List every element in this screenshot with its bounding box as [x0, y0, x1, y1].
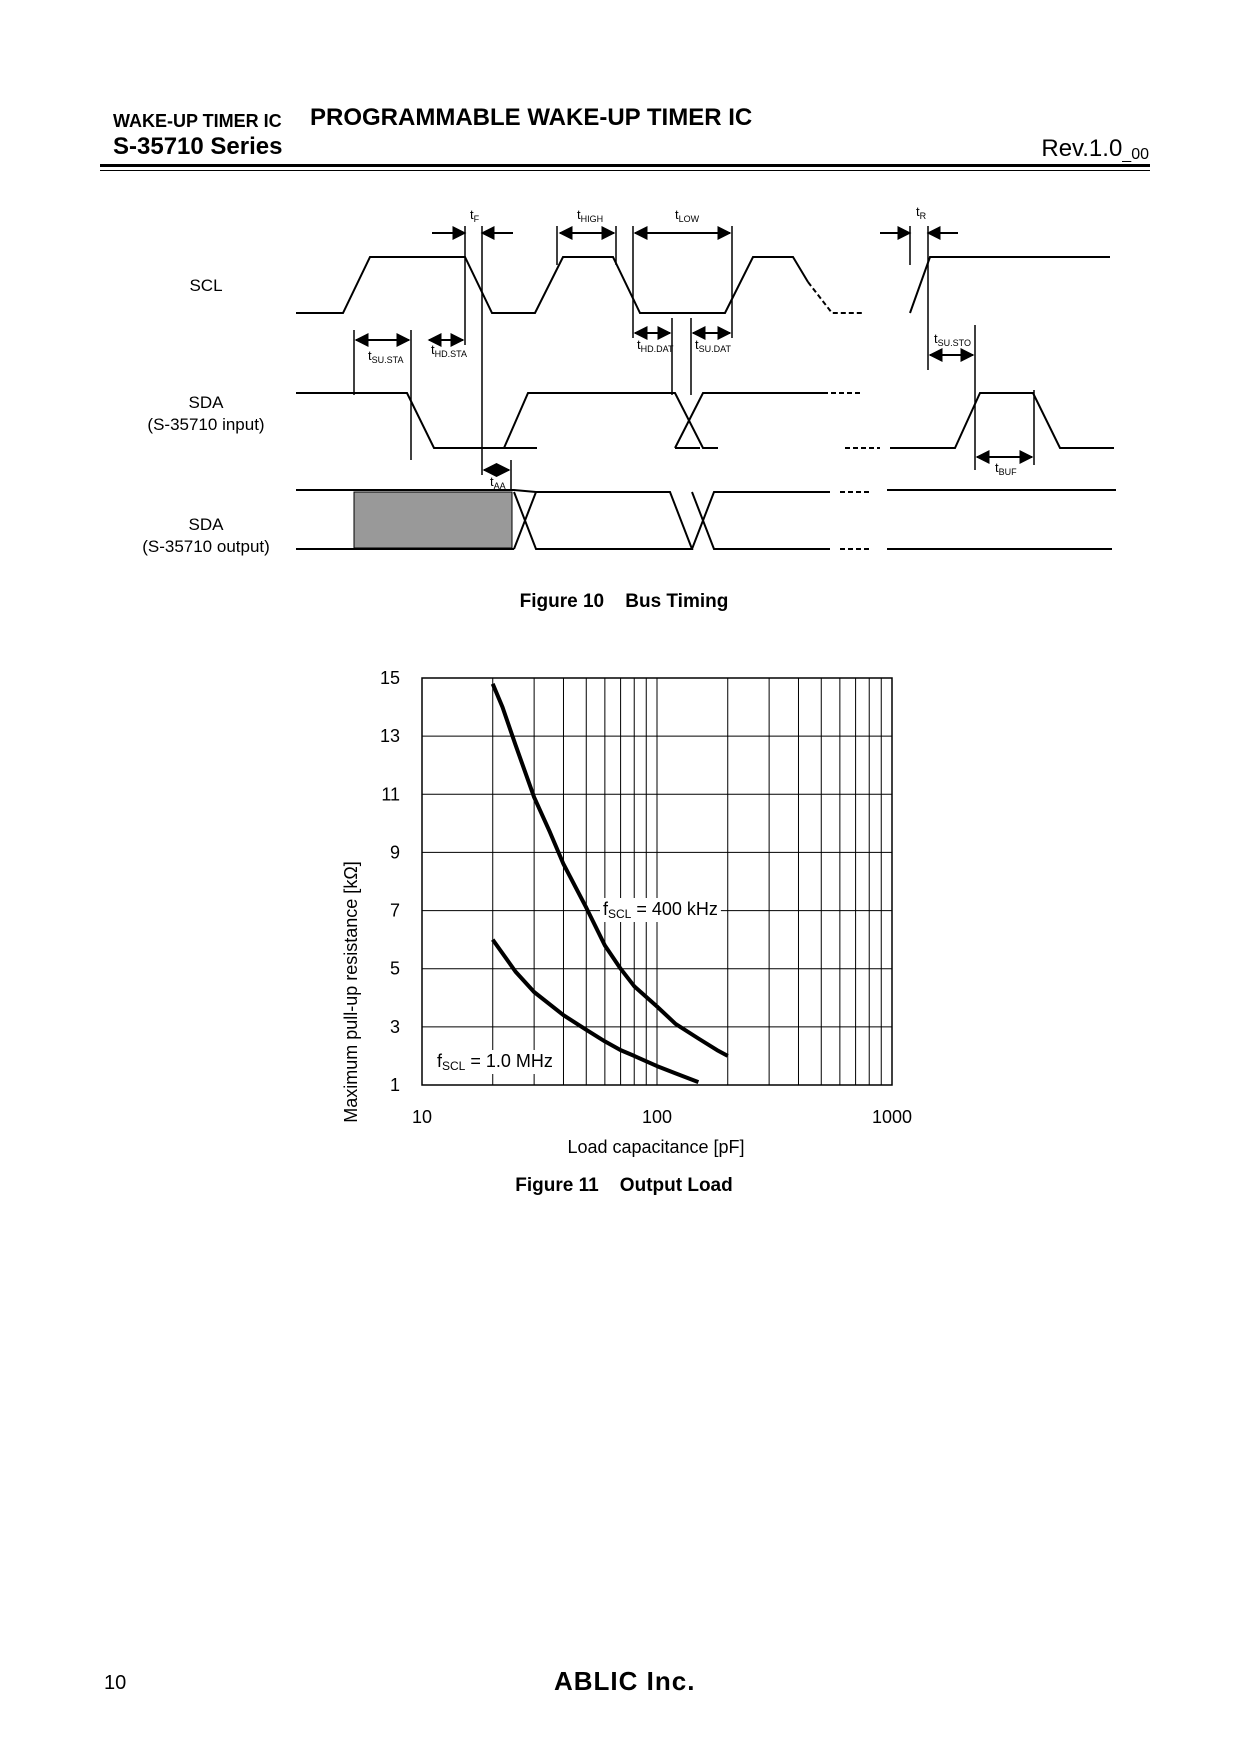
series-line-0 [493, 684, 728, 1056]
label-thddat: $t_{HD.DAT}$ [637, 337, 674, 354]
label-tlow: $t_{LOW}$ [675, 207, 700, 224]
label-tsudat: $t_{SU.DAT}$ [695, 337, 731, 354]
y-tick-label: 9 [389, 842, 400, 863]
label-thdsta: $t_{HD.STA}$ [431, 342, 467, 359]
y-tick-label: 13 [379, 726, 400, 747]
x-tick-label: 100 [641, 1107, 673, 1127]
chart-y-axis-label: Maximum pull-up resistance [kΩ] [341, 861, 361, 1123]
sda-input-cross [675, 393, 823, 448]
chart-grid [422, 678, 892, 1085]
label-tf: $t_F$ [470, 207, 480, 224]
signal-scl-label: SCL [189, 276, 223, 295]
y-tick-label: 5 [389, 958, 400, 979]
label-thigh: $t_{HIGH}$ [577, 207, 604, 224]
y-tick-label: 1 [389, 1075, 400, 1095]
company-logo: ABLIC Inc. [554, 1666, 696, 1696]
chart-series [493, 684, 728, 1082]
y-tick-label: 7 [389, 900, 400, 921]
y-tick-label: 3 [389, 1016, 400, 1037]
revision-main: Rev.1.0 [1041, 135, 1123, 162]
scl-tail [910, 257, 1110, 313]
x-tick-label: 10 [411, 1107, 433, 1127]
label-tsusto: $t_{SU.STO}$ [934, 331, 971, 348]
figure11-caption: Figure 11 Output Load [515, 1175, 733, 1196]
series-label-0: fSCL = 400 kHz [603, 899, 718, 921]
sda-output-undefined-region [354, 492, 512, 548]
bus-timing-diagram [0, 0, 1240, 640]
chart-labels [434, 898, 721, 1074]
header-title: PROGRAMMABLE WAKE-UP TIMER IC [310, 104, 753, 131]
header-series: S-35710 Series [113, 133, 283, 160]
scl-waveform [296, 257, 808, 313]
sda-input-stop [890, 393, 1114, 448]
label-tbuf: $t_{BUF}$ [995, 460, 1017, 477]
output-load-chart [0, 640, 1240, 1240]
label-taa: $t_{AA}$ [490, 474, 506, 491]
header-category: WAKE-UP TIMER IC [113, 111, 282, 131]
y-tick-label: 11 [381, 784, 400, 805]
sda-output-eye [514, 492, 692, 549]
scl-dashed-fall [808, 282, 863, 313]
series-label-1: fSCL = 1.0 MHz [437, 1051, 553, 1073]
sda-input-rise [504, 393, 718, 448]
signal-sda-input-sub: (S-35710 input) [147, 415, 265, 434]
signal-sda-output-sub: (S-35710 output) [142, 537, 270, 556]
x-tick-label: 1000 [871, 1107, 913, 1127]
figure10-caption: Figure 10 Bus Timing [519, 591, 729, 612]
sda-input-high-start [296, 393, 537, 448]
y-tick-label: 15 [379, 668, 400, 688]
signal-sda-input-label: SDA [188, 393, 224, 412]
page-number: 10 [104, 1672, 127, 1694]
signal-sda-output-label: SDA [188, 515, 224, 534]
chart-x-axis-label: Load capacitance [pF] [567, 1137, 745, 1157]
revision-sub: _00 [1122, 146, 1149, 163]
label-tsusta: $t_{SU.STA}$ [368, 348, 404, 365]
label-tr: $t_R$ [916, 204, 927, 221]
